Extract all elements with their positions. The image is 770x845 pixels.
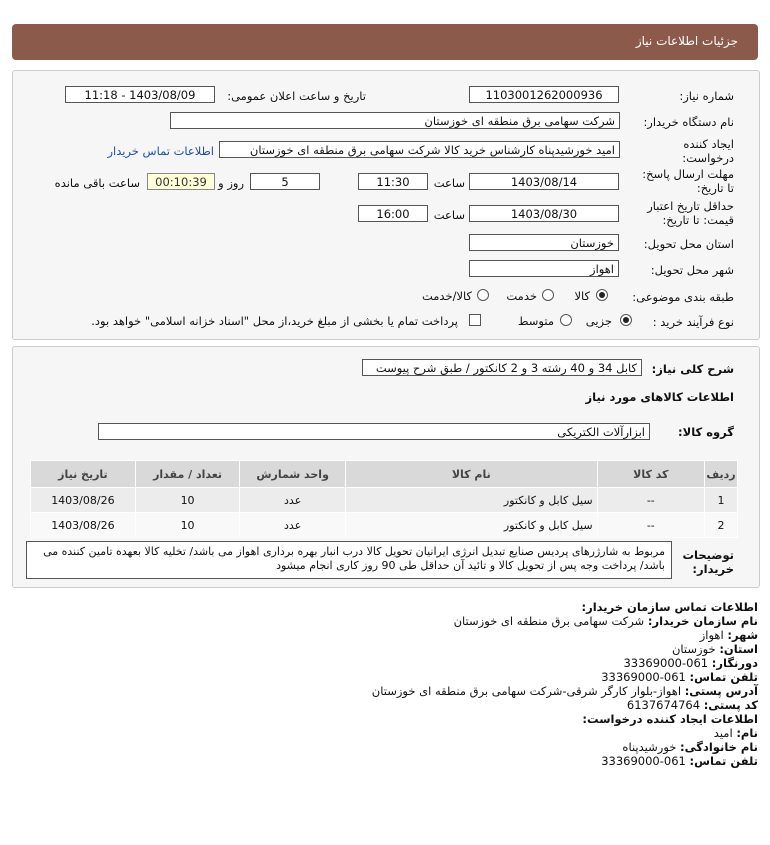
col-qty: تعداد / مقدار — [135, 461, 240, 488]
contact-city-value: اهواز — [699, 628, 724, 642]
creator-name — [714, 726, 758, 740]
cell-code: -- — [597, 513, 704, 538]
province-label: استان محل تحویل: — [643, 237, 734, 251]
contact-province — [672, 642, 758, 656]
contact-title — [581, 600, 758, 614]
need-number-field: 1103001262000936 — [469, 86, 619, 103]
treasury-checkbox[interactable] — [469, 314, 481, 326]
purchase-medium-label: متوسط — [517, 314, 554, 328]
cell-qty: 10 — [135, 488, 240, 513]
remaining-timer: 00:10:39 — [147, 173, 215, 190]
contact-postal — [627, 698, 758, 712]
contact-postal-value: 6137674764 — [626, 698, 701, 712]
contact-fax — [623, 656, 758, 670]
col-unit: واحد شمارش — [240, 461, 346, 488]
contact-province-label: استان: — [719, 642, 758, 656]
creator-phone-label: تلفن تماس: — [689, 754, 758, 768]
days-label: روز و — [218, 176, 244, 190]
cell-row: 1 — [705, 488, 738, 513]
city-label: شهر محل تحویل: — [650, 263, 734, 277]
cell-name: سیل کابل و کانکتور — [345, 488, 597, 513]
need-number-label: شماره نیاز: — [679, 89, 734, 103]
deadline-date-field: 1403/08/14 — [469, 173, 619, 190]
category-both-radio[interactable] — [477, 289, 489, 301]
cell-date: 1403/08/26 — [31, 488, 136, 513]
contact-fax-value: 061-33369000 — [623, 656, 709, 670]
buyer-desc-label-2: خریدار: — [692, 562, 734, 576]
validity-time-field: 16:00 — [358, 205, 428, 222]
deadline-label-1: مهلت ارسال پاسخ: — [642, 167, 734, 181]
creator-family-label: نام خانوادگی: — [680, 740, 758, 754]
contact-city — [700, 628, 758, 642]
cell-row: 2 — [705, 513, 738, 538]
creator-phone-value: 061-33369000 — [601, 754, 686, 768]
contact-city-label: شهر: — [727, 628, 758, 642]
creator-label-1: ایجاد کننده — [683, 137, 734, 151]
purchase-medium-radio[interactable] — [560, 314, 572, 326]
cell-qty: 10 — [135, 513, 240, 538]
table-header-row — [31, 461, 738, 488]
category-both-label: کالا/خدمت — [421, 289, 472, 303]
table-row — [31, 488, 738, 513]
items-table — [30, 460, 738, 538]
payment-note: پرداخت تمام یا بخشی از مبلغ خرید،از محل "اسناد خزانه اسلامی" خواهد بود. — [91, 314, 458, 328]
category-service-radio[interactable] — [542, 289, 554, 301]
creator-label-2: درخواست: — [682, 151, 734, 165]
creator-phone — [601, 754, 758, 768]
cell-unit: عدد — [240, 513, 346, 538]
contact-postal-label: کد پستی: — [703, 698, 758, 712]
contact-org — [454, 614, 758, 628]
validity-date-field: 1403/08/30 — [469, 205, 619, 222]
category-service-label: خدمت — [506, 289, 537, 303]
validity-label-1: حداقل تاریخ اعتبار — [647, 199, 734, 213]
creator-title-text: اطلاعات ایجاد کننده درخواست: — [582, 712, 758, 726]
buyer-desc-label-1: توضیحات — [682, 548, 734, 562]
summary-field: کابل 34 و 40 رشته 3 و 2 کانکتور / طبق شرح پیوست — [362, 359, 642, 376]
deadline-time-field: 11:30 — [358, 173, 428, 190]
buyer-desc-field: مربوط به شارژرهای پردیس صنایع تبدیل انرژی ایرانیان تحویل کالا درب انبار بهره برداری اهواز می باشد/ تخلیه کالا بعهده تامین کننده می باشد/ پرداخت وجه پس از تحویل کالا و تائید آن حداقل طی 90 روز کاری انجام میشود — [26, 541, 672, 579]
days-field: 5 — [250, 173, 320, 190]
buyer-org-label: نام دستگاه خریدار: — [643, 115, 734, 129]
cell-date: 1403/08/26 — [31, 513, 136, 538]
announce-label: تاریخ و ساعت اعلان عمومی: — [227, 89, 366, 103]
buyer-org-field: شرکت سهامی برق منطقه ای خوزستان — [170, 112, 620, 129]
page-header — [12, 24, 758, 60]
page-title: جزئیات اطلاعات نیاز — [635, 34, 738, 48]
items-heading: اطلاعات کالاهای مورد نیاز — [585, 390, 734, 404]
contact-address-label: آدرس پستی: — [684, 684, 758, 698]
group-label: گروه کالا: — [678, 425, 734, 439]
contact-org-label: نام سازمان خریدار: — [647, 614, 758, 628]
creator-field: امید خورشیدپناه کارشناس خرید کالا شرکت سهامی برق منطقه ای خوزستان — [219, 141, 620, 158]
category-label: طبقه بندی موضوعی: — [632, 290, 734, 304]
group-field: ابزارآلات الکتریکی — [98, 423, 650, 440]
col-code: کد کالا — [597, 461, 704, 488]
validity-label-2: قیمت: تا تاریخ: — [662, 213, 734, 227]
cell-name: سیل کابل و کانکتور — [345, 513, 597, 538]
province-field: خوزستان — [469, 234, 619, 251]
contact-fax-label: دورنگار: — [711, 656, 758, 670]
creator-family — [622, 740, 758, 754]
validity-time-label: ساعت — [433, 208, 465, 222]
contact-phone-value: 061-33369000 — [601, 670, 686, 684]
contact-phone-label: تلفن تماس: — [689, 670, 758, 684]
purchase-minor-radio[interactable] — [620, 314, 632, 326]
col-name: نام کالا — [345, 461, 597, 488]
category-goods-label: کالا — [574, 289, 590, 303]
deadline-time-label: ساعت — [433, 176, 465, 190]
col-row: ردیف — [705, 461, 738, 488]
contact-title-text: اطلاعات تماس سازمان خریدار: — [581, 600, 758, 614]
col-date: تاریخ نیاز — [31, 461, 136, 488]
cell-code: -- — [597, 488, 704, 513]
category-goods-radio[interactable] — [596, 289, 608, 301]
table-row — [31, 513, 738, 538]
creator-title — [582, 712, 758, 726]
contact-province-value: خوزستان — [671, 642, 716, 656]
creator-name-label: نام: — [736, 726, 758, 740]
purchase-minor-label: جزیی — [585, 314, 612, 328]
creator-name-value: امید — [713, 726, 733, 740]
contact-address — [372, 684, 758, 698]
city-field: اهواز — [469, 260, 619, 277]
contact-org-value: شرکت سهامی برق منطقه ای خوزستان — [453, 614, 645, 628]
purchase-label: نوع فرآیند خرید : — [652, 315, 734, 329]
summary-label: شرح کلی نیاز: — [651, 362, 734, 376]
buyer-contact-link[interactable]: اطلاعات تماس خریدار — [107, 144, 214, 158]
cell-unit: عدد — [240, 488, 346, 513]
remaining-label: ساعت باقی مانده — [54, 176, 140, 190]
contact-phone — [601, 670, 758, 684]
contact-address-value: اهواز-بلوار کارگر شرقی-شرکت سهامی برق منطقه ای خوزستان — [371, 684, 682, 698]
creator-family-value: خورشیدپناه — [622, 740, 677, 754]
deadline-label-2: تا تاریخ: — [696, 181, 734, 195]
announce-field: 1403/08/09 - 11:18 — [65, 86, 215, 103]
